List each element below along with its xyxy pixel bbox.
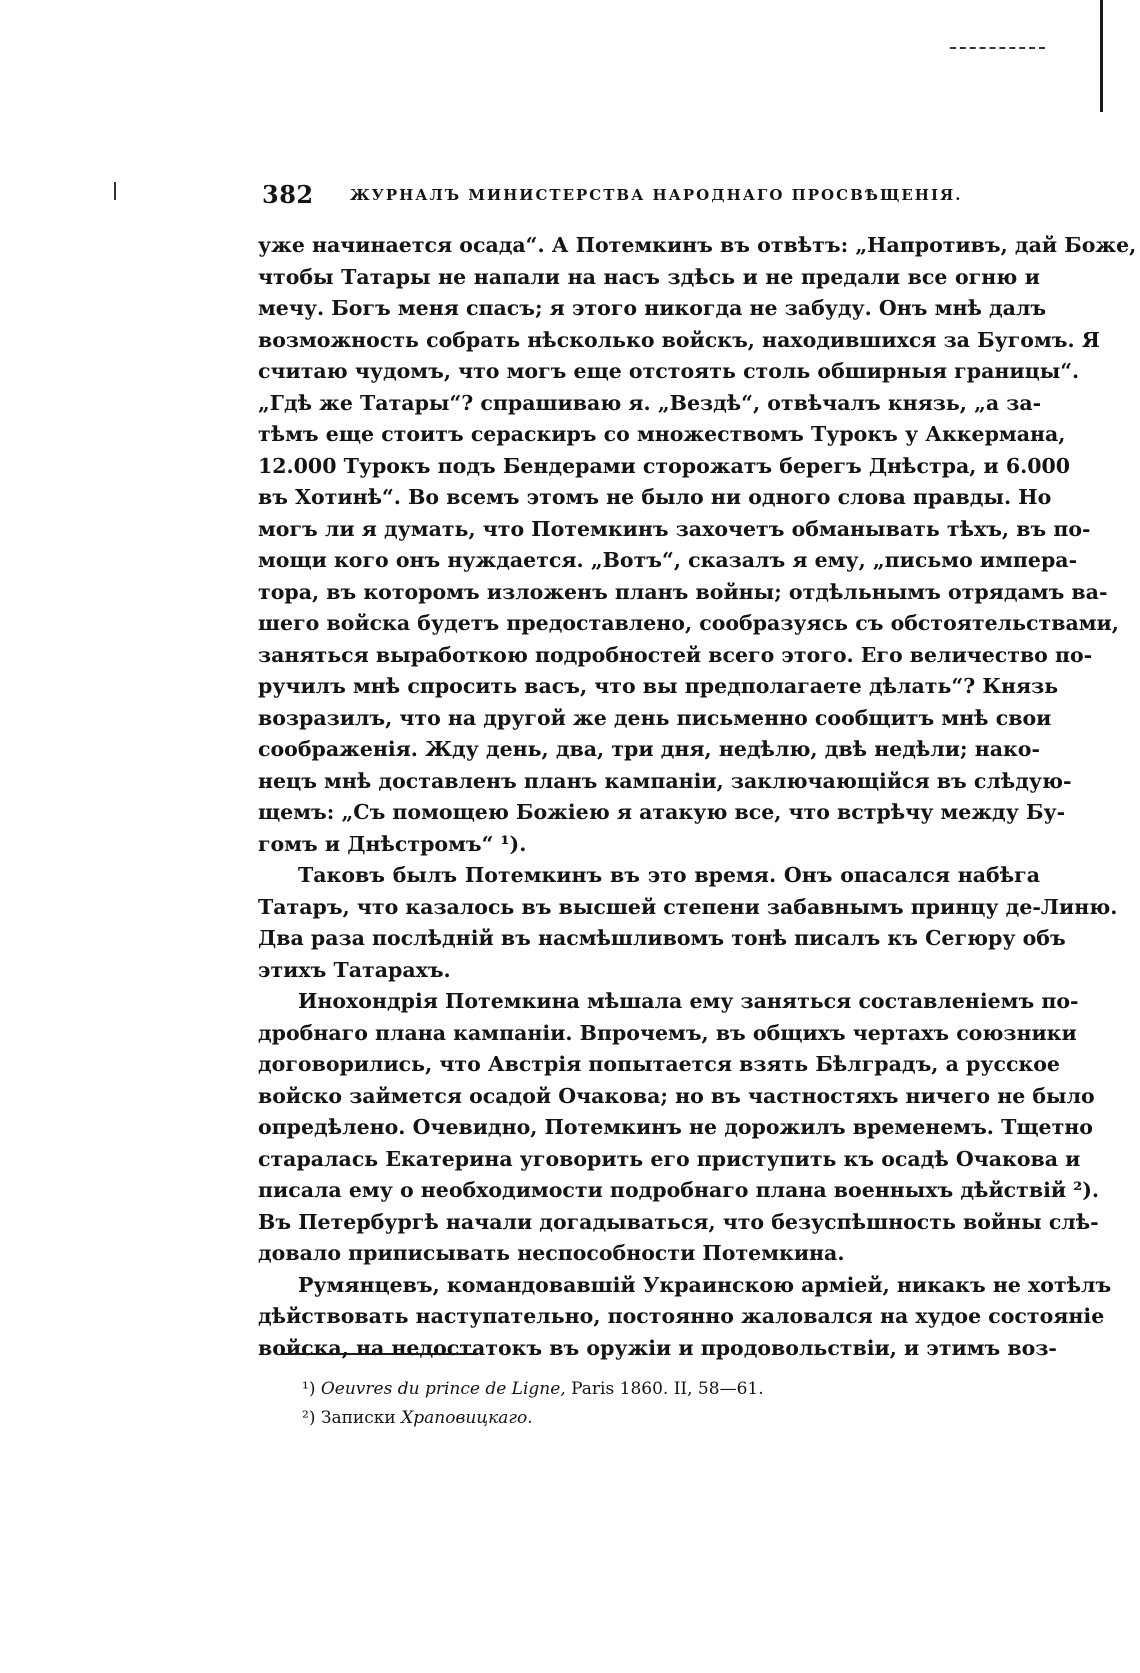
footnote-mark: ²) — [302, 1408, 316, 1428]
text-line: заняться выработкою подробностей всего этого. Его величество по- — [258, 642, 1093, 667]
text-line: возможность собрать нѣсколько войскъ, находившихся за Бугомъ. Я — [258, 327, 1100, 352]
text-line: Въ Петербургѣ начали догадываться, что безуспѣшность войны слѣ- — [258, 1209, 1099, 1234]
text-line: войска, на недостатокъ въ оружіи и продовольствіи, и этимъ воз- — [258, 1335, 1057, 1360]
text-line: нецъ мнѣ доставленъ планъ кампаніи, заключающійся въ слѣдую- — [258, 768, 1072, 793]
footnote-2 — [302, 1404, 862, 1433]
text-line: Татаръ, что казалось въ высшей степени забавнымъ принцу де-Линю. — [258, 894, 1118, 919]
running-title: ЖУРНАЛЪ МИНИСТЕРСТВА НАРОДНАГО ПРОСВѢЩЕНІЯ. — [350, 186, 963, 204]
footnote-mark: ¹) — [302, 1379, 316, 1399]
text-line: писала ему о необходимости подробнаго плана военныхъ дѣйствій ²). — [258, 1178, 1100, 1202]
footnote-1 — [302, 1375, 862, 1404]
text-line: Таковъ былъ Потемкинъ въ это время. Онъ опасался набѣга — [298, 863, 1040, 887]
text-line: ручилъ мнѣ спросить васъ, что вы предполагаете дѣлать“? Князь — [258, 674, 1059, 698]
text-line: Инохондрія Потемкина мѣшала ему заняться составленіемъ по- — [298, 989, 1079, 1013]
text-line: соображенія. Жду день, два, три дня, недѣлю, двѣ недѣли; нако- — [258, 737, 1040, 761]
text-line: войско займется осадой Очакова; но въ частностяхъ ничего не было — [258, 1083, 1095, 1108]
text-line: возразилъ, что на другой же день письменно сообщитъ мнѣ свои — [258, 705, 1052, 730]
scan-edge-mark — [1100, 0, 1103, 112]
text-line: въ Хотинѣ“. Во всемъ этомъ не было ни одного слова правды. Но — [258, 485, 1052, 509]
text-line: тора, въ которомъ изложенъ планъ войны; отдѣльнымъ отрядамъ ва- — [258, 579, 1108, 604]
text-line: мечу. Богъ меня спасъ; я этого никогда не забуду. Онъ мнѣ далъ — [258, 296, 1047, 320]
text-line: договорились, что Австрія попытается взять Бѣлградъ, а русское — [258, 1052, 1060, 1076]
text-line: гомъ и Днѣстромъ“ ¹). — [258, 831, 527, 856]
text-line: дѣйствовать наступательно, постоянно жаловался на худое состояніе — [258, 1304, 1105, 1328]
footnote-source-title: Oeuvres du prince de Ligne, — [320, 1379, 566, 1399]
text-line: уже начинается осада“. А Потемкинъ въ отвѣтъ: „Напротивъ, дай Боже, — [258, 233, 1137, 257]
text-line: Два раза послѣдній въ насмѣшливомъ тонѣ писалъ къ Сегюру объ — [258, 926, 1066, 950]
page-header — [262, 180, 1038, 210]
text-line: считаю чудомъ, что могъ еще отстоять столь обширныя границы“. — [258, 359, 1080, 383]
text-line: „Гдѣ же Татары“? спрашиваю я. „Вездѣ“, отвѣчалъ князь, „а за- — [258, 390, 1042, 415]
text-line: тѣмъ еще стоитъ сераскиръ со множествомъ Турокъ у Аккермана, — [258, 422, 1066, 446]
footnote-rule — [282, 1353, 478, 1355]
text-line: довало приписывать неспособности Потемкина. — [258, 1241, 845, 1265]
text-line: старалась Екатерина уговорить его приступить къ осадѣ Очакова и — [258, 1146, 1081, 1171]
text-line: дробнаго плана кампаніи. Впрочемъ, въ общихъ чертахъ союзники — [258, 1020, 1077, 1045]
scan-tick-mark — [114, 182, 116, 200]
text-line: опредѣлено. Очевидно, Потемкинъ не дорожилъ временемъ. Тщетно — [258, 1115, 1093, 1139]
footnote-source-label: Записки — [320, 1408, 396, 1428]
footnote-source-details: Paris 1860. II, 58—61. — [565, 1379, 764, 1399]
text-line: мощи кого онъ нуждается. „Вотъ“, сказалъ я ему, „письмо импера- — [258, 548, 1078, 572]
text-line: щемъ: „Съ помощею Божіею я атакую все, что встрѣчу между Бу- — [258, 800, 1066, 824]
text-line: могъ ли я думать, что Потемкинъ захочетъ обманывать тѣхъ, въ по- — [258, 516, 1091, 541]
text-line: этихъ Татарахъ. — [258, 957, 451, 982]
text-line: шего войска будетъ предоставлено, сообразуясь съ обстоятельствами, — [258, 611, 1119, 635]
footnote-source-title: Храповицкаго. — [401, 1408, 533, 1428]
scan-dash-mark — [950, 47, 1045, 49]
text-line: Румянцевъ, командовавшій Украинскою арміей, никакъ не хотѣлъ — [298, 1272, 1112, 1297]
text-line: 12.000 Турокъ подъ Бендерами сторожатъ берегъ Днѣстра, и 6.000 — [258, 453, 1071, 478]
body-text — [258, 230, 1137, 1364]
text-line: чтобы Татары не напали на насъ здѣсь и не предали все огню и — [258, 264, 1040, 289]
page-number: 382 — [262, 180, 314, 209]
footnotes — [302, 1375, 862, 1433]
